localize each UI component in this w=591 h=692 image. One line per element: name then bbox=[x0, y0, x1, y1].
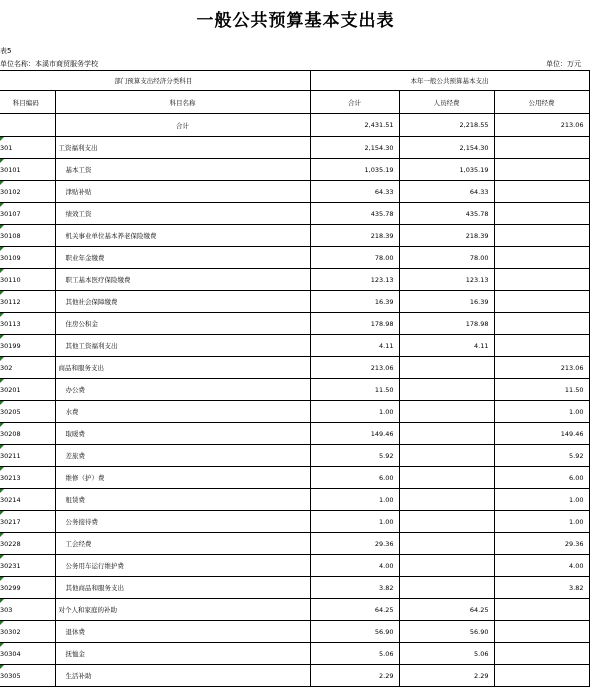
row-personnel: 64.25 bbox=[399, 599, 494, 621]
table-row bbox=[0, 643, 589, 665]
row-personnel: 178.98 bbox=[399, 313, 494, 335]
row-total: 218.39 bbox=[310, 225, 399, 247]
row-code bbox=[0, 643, 55, 665]
budget-table bbox=[0, 70, 590, 687]
row-code bbox=[0, 577, 55, 599]
row-total: 1.00 bbox=[310, 511, 399, 533]
row-total: 64.25 bbox=[310, 599, 399, 621]
row-public: 5.92 bbox=[494, 445, 589, 467]
row-total: 4.11 bbox=[310, 335, 399, 357]
row-code bbox=[0, 379, 55, 401]
header-row-group bbox=[0, 71, 589, 91]
header-personnel: 人员经费 bbox=[399, 91, 494, 114]
row-code-text: 30205 bbox=[0, 407, 21, 416]
row-code bbox=[0, 665, 55, 687]
row-code-text: 302 bbox=[0, 363, 13, 372]
row-public: 29.36 bbox=[494, 533, 589, 555]
row-total: 16.39 bbox=[310, 291, 399, 313]
row-personnel: 123.13 bbox=[399, 269, 494, 291]
row-public: 213.06 bbox=[494, 357, 589, 379]
row-code-text: 30217 bbox=[0, 517, 21, 526]
cell-marker-icon bbox=[0, 269, 4, 273]
row-code-text: 30201 bbox=[0, 385, 21, 394]
row-name: 机关事业单位基本养老保险缴费 bbox=[55, 225, 310, 247]
row-personnel bbox=[399, 445, 494, 467]
row-code bbox=[0, 555, 55, 577]
row-name: 其他社会保障缴费 bbox=[55, 291, 310, 313]
row-public: 11.50 bbox=[494, 379, 589, 401]
row-personnel bbox=[399, 533, 494, 555]
cell-marker-icon bbox=[0, 357, 4, 361]
total-code-cell bbox=[0, 114, 55, 137]
row-personnel bbox=[399, 467, 494, 489]
row-personnel: 56.90 bbox=[399, 621, 494, 643]
cell-marker-icon bbox=[0, 621, 4, 625]
row-code-text: 30113 bbox=[0, 319, 21, 328]
header-public: 公用经费 bbox=[494, 91, 589, 114]
cell-marker-icon bbox=[0, 291, 4, 295]
table-row bbox=[0, 159, 589, 181]
row-personnel: 2.29 bbox=[399, 665, 494, 687]
row-code bbox=[0, 599, 55, 621]
row-personnel: 4.11 bbox=[399, 335, 494, 357]
cell-marker-icon bbox=[0, 313, 4, 317]
row-name: 职业年金缴费 bbox=[55, 247, 310, 269]
row-code bbox=[0, 137, 55, 159]
table-number: 表5 bbox=[0, 47, 12, 55]
row-name: 差旅费 bbox=[55, 445, 310, 467]
row-public bbox=[494, 203, 589, 225]
row-personnel: 64.33 bbox=[399, 181, 494, 203]
row-name: 职工基本医疗保险缴费 bbox=[55, 269, 310, 291]
row-public bbox=[494, 269, 589, 291]
cell-marker-icon bbox=[0, 225, 4, 229]
row-personnel: 1,035.19 bbox=[399, 159, 494, 181]
row-public: 1.00 bbox=[494, 401, 589, 423]
row-personnel: 78.00 bbox=[399, 247, 494, 269]
table-row bbox=[0, 423, 589, 445]
row-public bbox=[494, 665, 589, 687]
row-personnel: 5.06 bbox=[399, 643, 494, 665]
row-code-text: 30208 bbox=[0, 429, 21, 438]
row-public bbox=[494, 313, 589, 335]
table-row bbox=[0, 445, 589, 467]
row-public: 6.00 bbox=[494, 467, 589, 489]
row-code bbox=[0, 533, 55, 555]
cell-marker-icon bbox=[0, 511, 4, 515]
table-row bbox=[0, 555, 589, 577]
row-public bbox=[494, 643, 589, 665]
row-code bbox=[0, 445, 55, 467]
row-total: 213.06 bbox=[310, 357, 399, 379]
cell-marker-icon bbox=[0, 467, 4, 471]
row-code bbox=[0, 511, 55, 533]
total-row bbox=[0, 114, 589, 137]
table-row bbox=[0, 467, 589, 489]
row-personnel bbox=[399, 357, 494, 379]
row-name: 抚恤金 bbox=[55, 643, 310, 665]
row-total: 78.00 bbox=[310, 247, 399, 269]
row-code-text: 30199 bbox=[0, 341, 21, 350]
cell-marker-icon bbox=[0, 445, 4, 449]
row-code bbox=[0, 225, 55, 247]
table-row bbox=[0, 533, 589, 555]
row-total: 2,154.30 bbox=[310, 137, 399, 159]
row-name: 公务用车运行维护费 bbox=[55, 555, 310, 577]
table-row bbox=[0, 137, 589, 159]
table-row bbox=[0, 621, 589, 643]
cell-marker-icon bbox=[0, 203, 4, 207]
table-row bbox=[0, 291, 589, 313]
table-row bbox=[0, 335, 589, 357]
row-code bbox=[0, 313, 55, 335]
row-total: 2.29 bbox=[310, 665, 399, 687]
row-total: 5.06 bbox=[310, 643, 399, 665]
row-code-text: 30107 bbox=[0, 209, 21, 218]
cell-marker-icon bbox=[0, 665, 4, 669]
row-name: 生活补助 bbox=[55, 665, 310, 687]
row-code-text: 30305 bbox=[0, 671, 21, 680]
table-row bbox=[0, 357, 589, 379]
table-row bbox=[0, 401, 589, 423]
row-personnel: 218.39 bbox=[399, 225, 494, 247]
row-name: 对个人和家庭的补助 bbox=[55, 599, 310, 621]
row-code-text: 30213 bbox=[0, 473, 21, 482]
row-personnel bbox=[399, 423, 494, 445]
row-code-text: 30228 bbox=[0, 539, 21, 548]
row-total: 3.82 bbox=[310, 577, 399, 599]
currency-unit: 单位：万元 bbox=[546, 60, 581, 68]
cell-marker-icon bbox=[0, 599, 4, 603]
row-code-text: 303 bbox=[0, 605, 13, 614]
row-public bbox=[494, 291, 589, 313]
row-public: 149.46 bbox=[494, 423, 589, 445]
row-total: 1.00 bbox=[310, 489, 399, 511]
row-name: 水费 bbox=[55, 401, 310, 423]
row-total: 435.78 bbox=[310, 203, 399, 225]
row-public: 4.00 bbox=[494, 555, 589, 577]
row-code bbox=[0, 467, 55, 489]
row-total: 29.36 bbox=[310, 533, 399, 555]
row-total: 11.50 bbox=[310, 379, 399, 401]
row-code bbox=[0, 269, 55, 291]
row-personnel bbox=[399, 511, 494, 533]
row-name: 工会经费 bbox=[55, 533, 310, 555]
row-name: 维修（护）费 bbox=[55, 467, 310, 489]
row-code-text: 30109 bbox=[0, 253, 21, 262]
table-row bbox=[0, 511, 589, 533]
row-total: 149.46 bbox=[310, 423, 399, 445]
table-row bbox=[0, 599, 589, 621]
header-basic-expenditure: 本年一般公共预算基本支出 bbox=[310, 71, 589, 91]
table-row bbox=[0, 181, 589, 203]
cell-marker-icon bbox=[0, 423, 4, 427]
cell-marker-icon bbox=[0, 555, 4, 559]
header-code: 科目编码 bbox=[0, 91, 55, 114]
row-personnel bbox=[399, 489, 494, 511]
row-public: 1.00 bbox=[494, 511, 589, 533]
row-code bbox=[0, 357, 55, 379]
row-code bbox=[0, 401, 55, 423]
row-name: 绩效工资 bbox=[55, 203, 310, 225]
table-row bbox=[0, 247, 589, 269]
row-total: 4.00 bbox=[310, 555, 399, 577]
row-code bbox=[0, 335, 55, 357]
row-name: 工资福利支出 bbox=[55, 137, 310, 159]
unit-name: 单位名称：本溪市商贸服务学校 bbox=[0, 60, 98, 68]
row-code bbox=[0, 489, 55, 511]
table-row bbox=[0, 665, 589, 687]
table-row bbox=[0, 225, 589, 247]
row-total: 1.00 bbox=[310, 401, 399, 423]
row-code bbox=[0, 159, 55, 181]
row-name: 津贴补贴 bbox=[55, 181, 310, 203]
row-code-text: 30299 bbox=[0, 583, 21, 592]
row-code bbox=[0, 423, 55, 445]
cell-marker-icon bbox=[0, 137, 4, 141]
row-code-text: 30302 bbox=[0, 627, 21, 636]
row-name: 退休费 bbox=[55, 621, 310, 643]
row-code-text: 30231 bbox=[0, 561, 21, 570]
row-total: 178.98 bbox=[310, 313, 399, 335]
row-personnel bbox=[399, 379, 494, 401]
row-personnel: 16.39 bbox=[399, 291, 494, 313]
row-total: 6.00 bbox=[310, 467, 399, 489]
table-row bbox=[0, 379, 589, 401]
row-name: 商品和服务支出 bbox=[55, 357, 310, 379]
row-name: 基本工资 bbox=[55, 159, 310, 181]
row-name: 其他商品和服务支出 bbox=[55, 577, 310, 599]
row-code-text: 30214 bbox=[0, 495, 21, 504]
row-code-text: 30112 bbox=[0, 297, 21, 306]
row-public: 3.82 bbox=[494, 577, 589, 599]
page-title: 一般公共预算基本支出表 bbox=[196, 11, 395, 31]
row-personnel: 2,154.30 bbox=[399, 137, 494, 159]
row-code bbox=[0, 181, 55, 203]
total-public: 213.06 bbox=[494, 114, 589, 137]
row-code-text: 30304 bbox=[0, 649, 21, 658]
cell-marker-icon bbox=[0, 401, 4, 405]
row-public bbox=[494, 159, 589, 181]
row-personnel bbox=[399, 401, 494, 423]
row-code bbox=[0, 621, 55, 643]
row-total: 5.92 bbox=[310, 445, 399, 467]
row-code-text: 301 bbox=[0, 143, 13, 152]
row-public bbox=[494, 225, 589, 247]
table-row bbox=[0, 577, 589, 599]
row-total: 123.13 bbox=[310, 269, 399, 291]
cell-marker-icon bbox=[0, 577, 4, 581]
row-code-text: 30211 bbox=[0, 451, 21, 460]
total-label: 合计 bbox=[55, 114, 310, 137]
row-code-text: 30108 bbox=[0, 231, 21, 240]
cell-marker-icon bbox=[0, 335, 4, 339]
row-code-text: 30110 bbox=[0, 275, 21, 284]
row-code bbox=[0, 291, 55, 313]
row-public bbox=[494, 335, 589, 357]
row-public bbox=[494, 137, 589, 159]
cell-marker-icon bbox=[0, 159, 4, 163]
row-name: 办公费 bbox=[55, 379, 310, 401]
row-name: 租赁费 bbox=[55, 489, 310, 511]
total-amount: 2,431.51 bbox=[310, 114, 399, 137]
row-public bbox=[494, 599, 589, 621]
cell-marker-icon bbox=[0, 379, 4, 383]
cell-marker-icon bbox=[0, 181, 4, 185]
row-public bbox=[494, 621, 589, 643]
header-row-columns bbox=[0, 91, 589, 114]
row-name: 公务接待费 bbox=[55, 511, 310, 533]
cell-marker-icon bbox=[0, 247, 4, 251]
row-code bbox=[0, 247, 55, 269]
header-economic-classification: 部门预算支出经济分类科目 bbox=[0, 71, 310, 91]
row-total: 56.90 bbox=[310, 621, 399, 643]
table-row bbox=[0, 313, 589, 335]
row-code-text: 30101 bbox=[0, 165, 21, 174]
table-row bbox=[0, 203, 589, 225]
cell-marker-icon bbox=[0, 533, 4, 537]
row-public bbox=[494, 247, 589, 269]
row-personnel: 435.78 bbox=[399, 203, 494, 225]
row-code-text: 30102 bbox=[0, 187, 21, 196]
row-total: 1,035.19 bbox=[310, 159, 399, 181]
row-public bbox=[494, 181, 589, 203]
row-name: 其他工资福利支出 bbox=[55, 335, 310, 357]
table-row bbox=[0, 269, 589, 291]
row-total: 64.33 bbox=[310, 181, 399, 203]
cell-marker-icon bbox=[0, 489, 4, 493]
header-name: 科目名称 bbox=[55, 91, 310, 114]
row-name: 住房公积金 bbox=[55, 313, 310, 335]
row-personnel bbox=[399, 577, 494, 599]
cell-marker-icon bbox=[0, 643, 4, 647]
total-personnel: 2,218.55 bbox=[399, 114, 494, 137]
row-public: 1.00 bbox=[494, 489, 589, 511]
row-code bbox=[0, 203, 55, 225]
table-row bbox=[0, 489, 589, 511]
header-total: 合计 bbox=[310, 91, 399, 114]
row-personnel bbox=[399, 555, 494, 577]
row-name: 取暖费 bbox=[55, 423, 310, 445]
